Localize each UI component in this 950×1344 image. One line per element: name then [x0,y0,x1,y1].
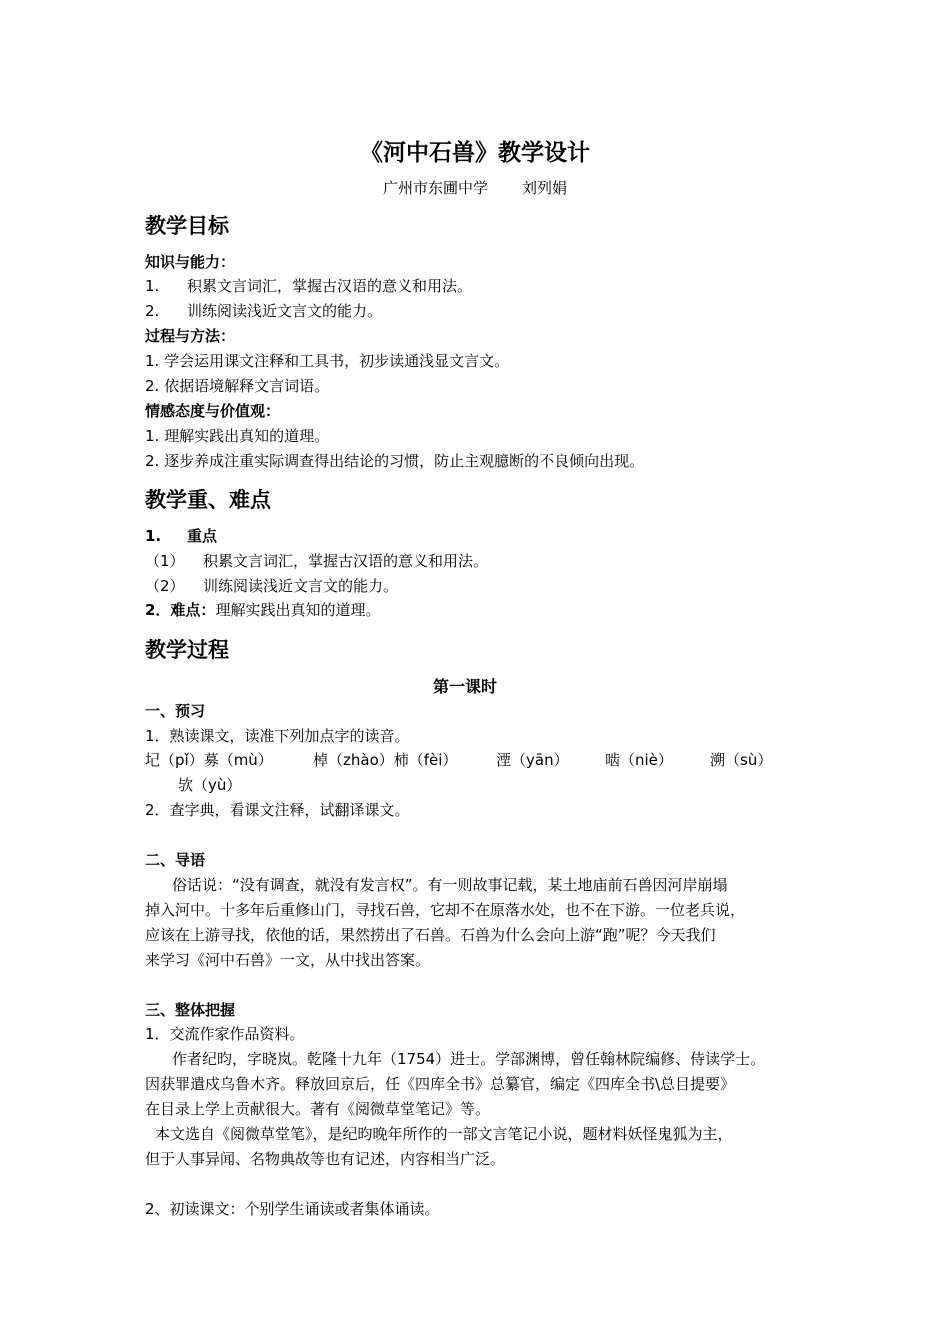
paragraph-line: 应该在上游寻找，依他的话，果然捞出了石兽。石兽为什么会向上游“跑”呢？今天我们 [145,926,716,944]
paragraph-line: 本文选自《阅微草堂笔》，是纪昀晚年所作的一部文言笔记小说，题材料妖怪鬼狐为主， [155,1125,733,1143]
pinyin-item: 湮（yān） [496,751,569,769]
subheading-overall: 三、整体把握 [145,1001,236,1019]
section-heading-process: 教学过程 [145,638,229,662]
list-item: （2） 训练阅读浅近文言文的能力。 [145,577,399,595]
paragraph-line: 但于人事异闻、名物典故等也有记述，内容相当广泛。 [145,1150,506,1168]
list-item: 2. 逐步养成注重实际调查得出结论的习惯，防止主观臆断的不良倾向出现。 [145,452,645,470]
list-item: 2、初读课文：个别学生诵读或者集体诵读。 [145,1200,440,1218]
section-heading-key-points: 教学重、难点 [145,488,271,512]
list-item: 1. 学会运用课文注释和工具书，初步读通浅显文言文。 [145,352,510,370]
difficulty-line: 2．难点：理解实践出真知的道理。 [145,601,381,619]
paragraph-line: 作者纪昀，字晓岚。乾隆十九年（1754）进士。学部渊博，曾任翰林院编修、侍读学士。 [172,1050,766,1068]
list-item: 2. 依据语境解释文言词语。 [145,377,330,395]
author-school: 广州市东圃中学 [382,179,488,197]
list-item: （1） 积累文言词汇，掌握古汉语的意义和用法。 [145,552,489,570]
subheading-preview: 一、预习 [145,702,206,720]
pinyin-item: 圮（pǐ）募（mù） [145,751,273,769]
list-item: 1．交流作家作品资料。 [145,1025,305,1043]
paragraph-line: 在目录上学上贡献很大。著有《阅微草堂笔记》等。 [145,1100,491,1118]
list-item: 1. 理解实践出真知的道理。 [145,427,330,445]
pinyin-item: 溯（sù） [710,751,773,769]
list-item: 1. 积累文言词汇，掌握古汉语的意义和用法。 [145,277,473,295]
paragraph-line: 掉入河中。十多年后重修山门，寻找石兽，它却不在原落水处，也不在下游。一位老兵说， [145,901,746,919]
pinyin-item: 欤（yù） [178,776,242,794]
list-item: 2．查字典，看课文注释，试翻译课文。 [145,801,410,819]
lesson-title: 第一课时 [432,677,497,696]
paragraph-line: 因获罪遣戍乌鲁木齐。释放回京后，任《四库全书》总纂官，编定《四库全书\总目提要》 [145,1075,736,1093]
paragraph-line: 来学习《河中石兽》一文，从中找出答案。 [145,951,431,969]
subheading-intro: 二、导语 [145,851,206,869]
subheading-emotion: 情感态度与价值观： [145,402,281,420]
pinyin-item: 棹（zhào）柿（fèi） [313,751,458,769]
list-item: 2. 训练阅读浅近文言文的能力。 [145,302,383,320]
paragraph-line: 俗话说：“没有调查，就没有发言权”。有一则故事记载，某土地庙前石兽因河岸崩塌 [172,876,728,894]
subheading-knowledge: 知识与能力： [145,253,236,271]
section-heading-goals: 教学目标 [145,214,229,238]
pinyin-item: 啮（niè） [605,751,673,769]
subheading-focus: 1. 重点 [145,527,218,545]
document-title: 《河中石兽》教学设计 [360,140,590,166]
list-item: 1．熟读课文，读准下列加点字的读音。 [145,727,410,745]
author-line [0,178,950,198]
author-name: 刘列娟 [522,179,568,197]
subheading-process: 过程与方法： [145,327,236,345]
